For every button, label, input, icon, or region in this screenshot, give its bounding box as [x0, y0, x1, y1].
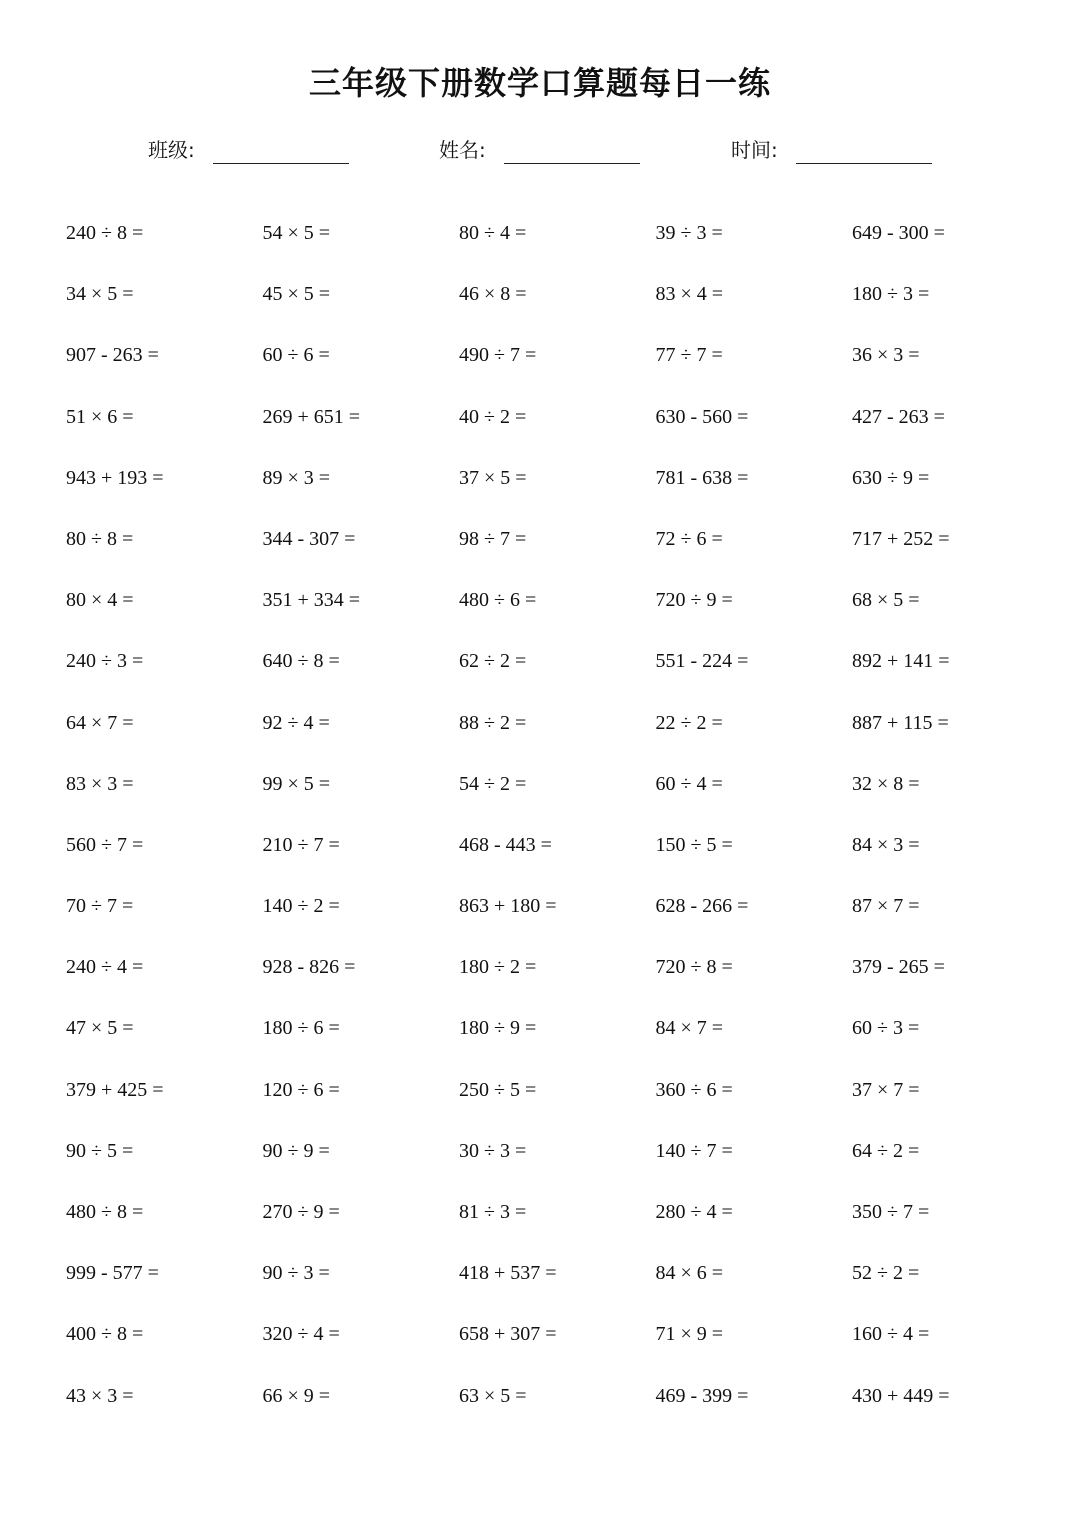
name-label: 姓名:	[439, 138, 486, 162]
problem-item: 88 ÷ 2 =	[459, 711, 527, 734]
problem-item: 640 ÷ 8 =	[262, 650, 340, 673]
problem-item: 80 ÷ 4 =	[459, 222, 527, 244]
class-blank[interactable]	[213, 163, 349, 164]
problem-item: 490 ÷ 7 =	[459, 344, 537, 367]
problem-item: 90 ÷ 3 =	[262, 1262, 330, 1285]
problem-item: 150 ÷ 5 =	[655, 833, 733, 856]
problem-item: 22 ÷ 2 =	[655, 711, 723, 734]
problem-item: 54 × 5 =	[262, 222, 331, 244]
problem-item: 52 ÷ 2 =	[852, 1262, 920, 1285]
problem-item: 892 + 141 =	[852, 650, 950, 673]
problem-item: 379 - 265 =	[852, 956, 945, 979]
problem-item: 628 - 266 =	[655, 895, 749, 918]
problem-item: 72 ÷ 6 =	[655, 527, 723, 550]
problem-item: 210 ÷ 7 =	[262, 833, 340, 856]
problem-item: 480 ÷ 6 =	[459, 589, 537, 612]
problem-item: 89 × 3 =	[262, 466, 331, 489]
problem-item: 240 ÷ 8 =	[66, 222, 144, 244]
name-blank[interactable]	[504, 163, 640, 164]
problem-item: 630 - 560 =	[655, 405, 749, 428]
problem-item: 36 × 3 =	[852, 344, 920, 367]
problem-item: 84 × 7 =	[655, 1017, 724, 1040]
class-label: 班级:	[148, 138, 195, 162]
problem-item: 64 ÷ 2 =	[852, 1139, 920, 1162]
problem-item: 83 × 4 =	[655, 283, 724, 306]
problem-item: 469 - 399 =	[655, 1384, 749, 1407]
problem-item: 480 ÷ 8 =	[66, 1201, 144, 1223]
problem-item: 81 ÷ 3 =	[459, 1201, 527, 1223]
problem-item: 320 ÷ 4 =	[262, 1323, 340, 1346]
problem-item: 630 ÷ 9 =	[852, 466, 930, 489]
problem-item: 70 ÷ 7 =	[66, 895, 134, 918]
problem-item: 560 ÷ 7 =	[66, 833, 144, 856]
problem-item: 60 ÷ 4 =	[655, 772, 723, 795]
time-blank[interactable]	[796, 163, 932, 164]
problem-item: 999 - 577 =	[66, 1262, 159, 1285]
problem-item: 30 ÷ 3 =	[459, 1139, 527, 1162]
name-field	[439, 134, 486, 163]
problem-item: 427 - 263 =	[852, 405, 945, 428]
problem-item: 887 + 115 =	[852, 711, 949, 734]
problem-item: 51 × 6 =	[66, 405, 134, 428]
problem-item: 37 × 7 =	[852, 1078, 920, 1101]
time-label: 时间:	[731, 138, 778, 162]
problem-item: 270 ÷ 9 =	[262, 1201, 340, 1223]
problem-item: 180 ÷ 9 =	[459, 1017, 537, 1040]
problem-item: 45 × 5 =	[262, 283, 331, 306]
problem-item: 83 × 3 =	[66, 772, 134, 795]
problem-item: 180 ÷ 6 =	[262, 1017, 340, 1040]
problem-item: 120 ÷ 6 =	[262, 1078, 340, 1101]
problem-item: 400 ÷ 8 =	[66, 1323, 144, 1346]
problem-item: 32 × 8 =	[852, 772, 920, 795]
problem-item: 66 × 9 =	[262, 1384, 331, 1407]
problem-item: 43 × 3 =	[66, 1384, 134, 1407]
problem-item: 62 ÷ 2 =	[459, 650, 527, 673]
problem-item: 379 + 425 =	[66, 1078, 164, 1101]
problem-item: 84 × 6 =	[655, 1262, 724, 1285]
problem-item: 344 - 307 =	[262, 527, 356, 550]
problem-item: 907 - 263 =	[66, 344, 159, 367]
problem-item: 87 × 7 =	[852, 895, 920, 918]
problem-item: 250 ÷ 5 =	[459, 1078, 537, 1101]
time-field	[731, 134, 778, 163]
problem-item: 430 + 449 =	[852, 1384, 950, 1407]
problem-item: 37 × 5 =	[459, 466, 527, 489]
page-title: 三年级下册数学口算题每日一练	[308, 64, 771, 102]
problem-item: 781 - 638 =	[655, 466, 749, 489]
problem-item: 63 × 5 =	[459, 1384, 527, 1407]
problem-item: 468 - 443 =	[459, 833, 552, 856]
problem-item: 77 ÷ 7 =	[655, 344, 723, 367]
problem-item: 269 + 651 =	[262, 405, 361, 428]
problem-grid	[66, 212, 1056, 1436]
problem-item: 928 - 826 =	[262, 956, 356, 979]
problem-item: 99 × 5 =	[262, 772, 331, 795]
problem-item: 720 ÷ 9 =	[655, 589, 733, 612]
problem-item: 140 ÷ 7 =	[655, 1139, 733, 1162]
problem-item: 92 ÷ 4 =	[262, 711, 330, 734]
problem-item: 84 × 3 =	[852, 833, 920, 856]
problem-item: 98 ÷ 7 =	[459, 527, 527, 550]
problem-item: 90 ÷ 9 =	[262, 1139, 330, 1162]
problem-item: 240 ÷ 4 =	[66, 956, 144, 979]
problem-item: 80 × 4 =	[66, 589, 134, 612]
problem-item: 863 + 180 =	[459, 895, 557, 918]
problem-item: 551 - 224 =	[655, 650, 749, 673]
problem-item: 46 × 8 =	[459, 283, 527, 306]
problem-item: 418 + 537 =	[459, 1262, 557, 1285]
problem-item: 47 × 5 =	[66, 1017, 134, 1040]
problem-item: 649 - 300 =	[852, 222, 945, 244]
problem-item: 71 × 9 =	[655, 1323, 724, 1346]
problem-item: 350 ÷ 7 =	[852, 1201, 930, 1223]
problem-item: 943 + 193 =	[66, 466, 164, 489]
problem-item: 658 + 307 =	[459, 1323, 557, 1346]
problem-item: 80 ÷ 8 =	[66, 527, 134, 550]
problem-item: 64 × 7 =	[66, 711, 134, 734]
class-field	[148, 134, 195, 163]
problem-item: 34 × 5 =	[66, 283, 134, 306]
problem-item: 240 ÷ 3 =	[66, 650, 144, 673]
problem-item: 60 ÷ 6 =	[262, 344, 330, 367]
problem-item: 720 ÷ 8 =	[655, 956, 733, 979]
problem-item: 54 ÷ 2 =	[459, 772, 527, 795]
problem-item: 280 ÷ 4 =	[655, 1201, 733, 1223]
problem-item: 39 ÷ 3 =	[655, 222, 723, 244]
problem-item: 140 ÷ 2 =	[262, 895, 340, 918]
problem-item: 717 + 252 =	[852, 527, 950, 550]
problem-item: 360 ÷ 6 =	[655, 1078, 733, 1101]
problem-item: 160 ÷ 4 =	[852, 1323, 930, 1346]
problem-item: 68 × 5 =	[852, 589, 920, 612]
problem-item: 90 ÷ 5 =	[66, 1139, 134, 1162]
problem-item: 180 ÷ 3 =	[852, 283, 930, 306]
problem-item: 60 ÷ 3 =	[852, 1017, 920, 1040]
problem-item: 351 + 334 =	[262, 589, 361, 612]
problem-item: 180 ÷ 2 =	[459, 956, 537, 979]
problem-item: 40 ÷ 2 =	[459, 405, 527, 428]
